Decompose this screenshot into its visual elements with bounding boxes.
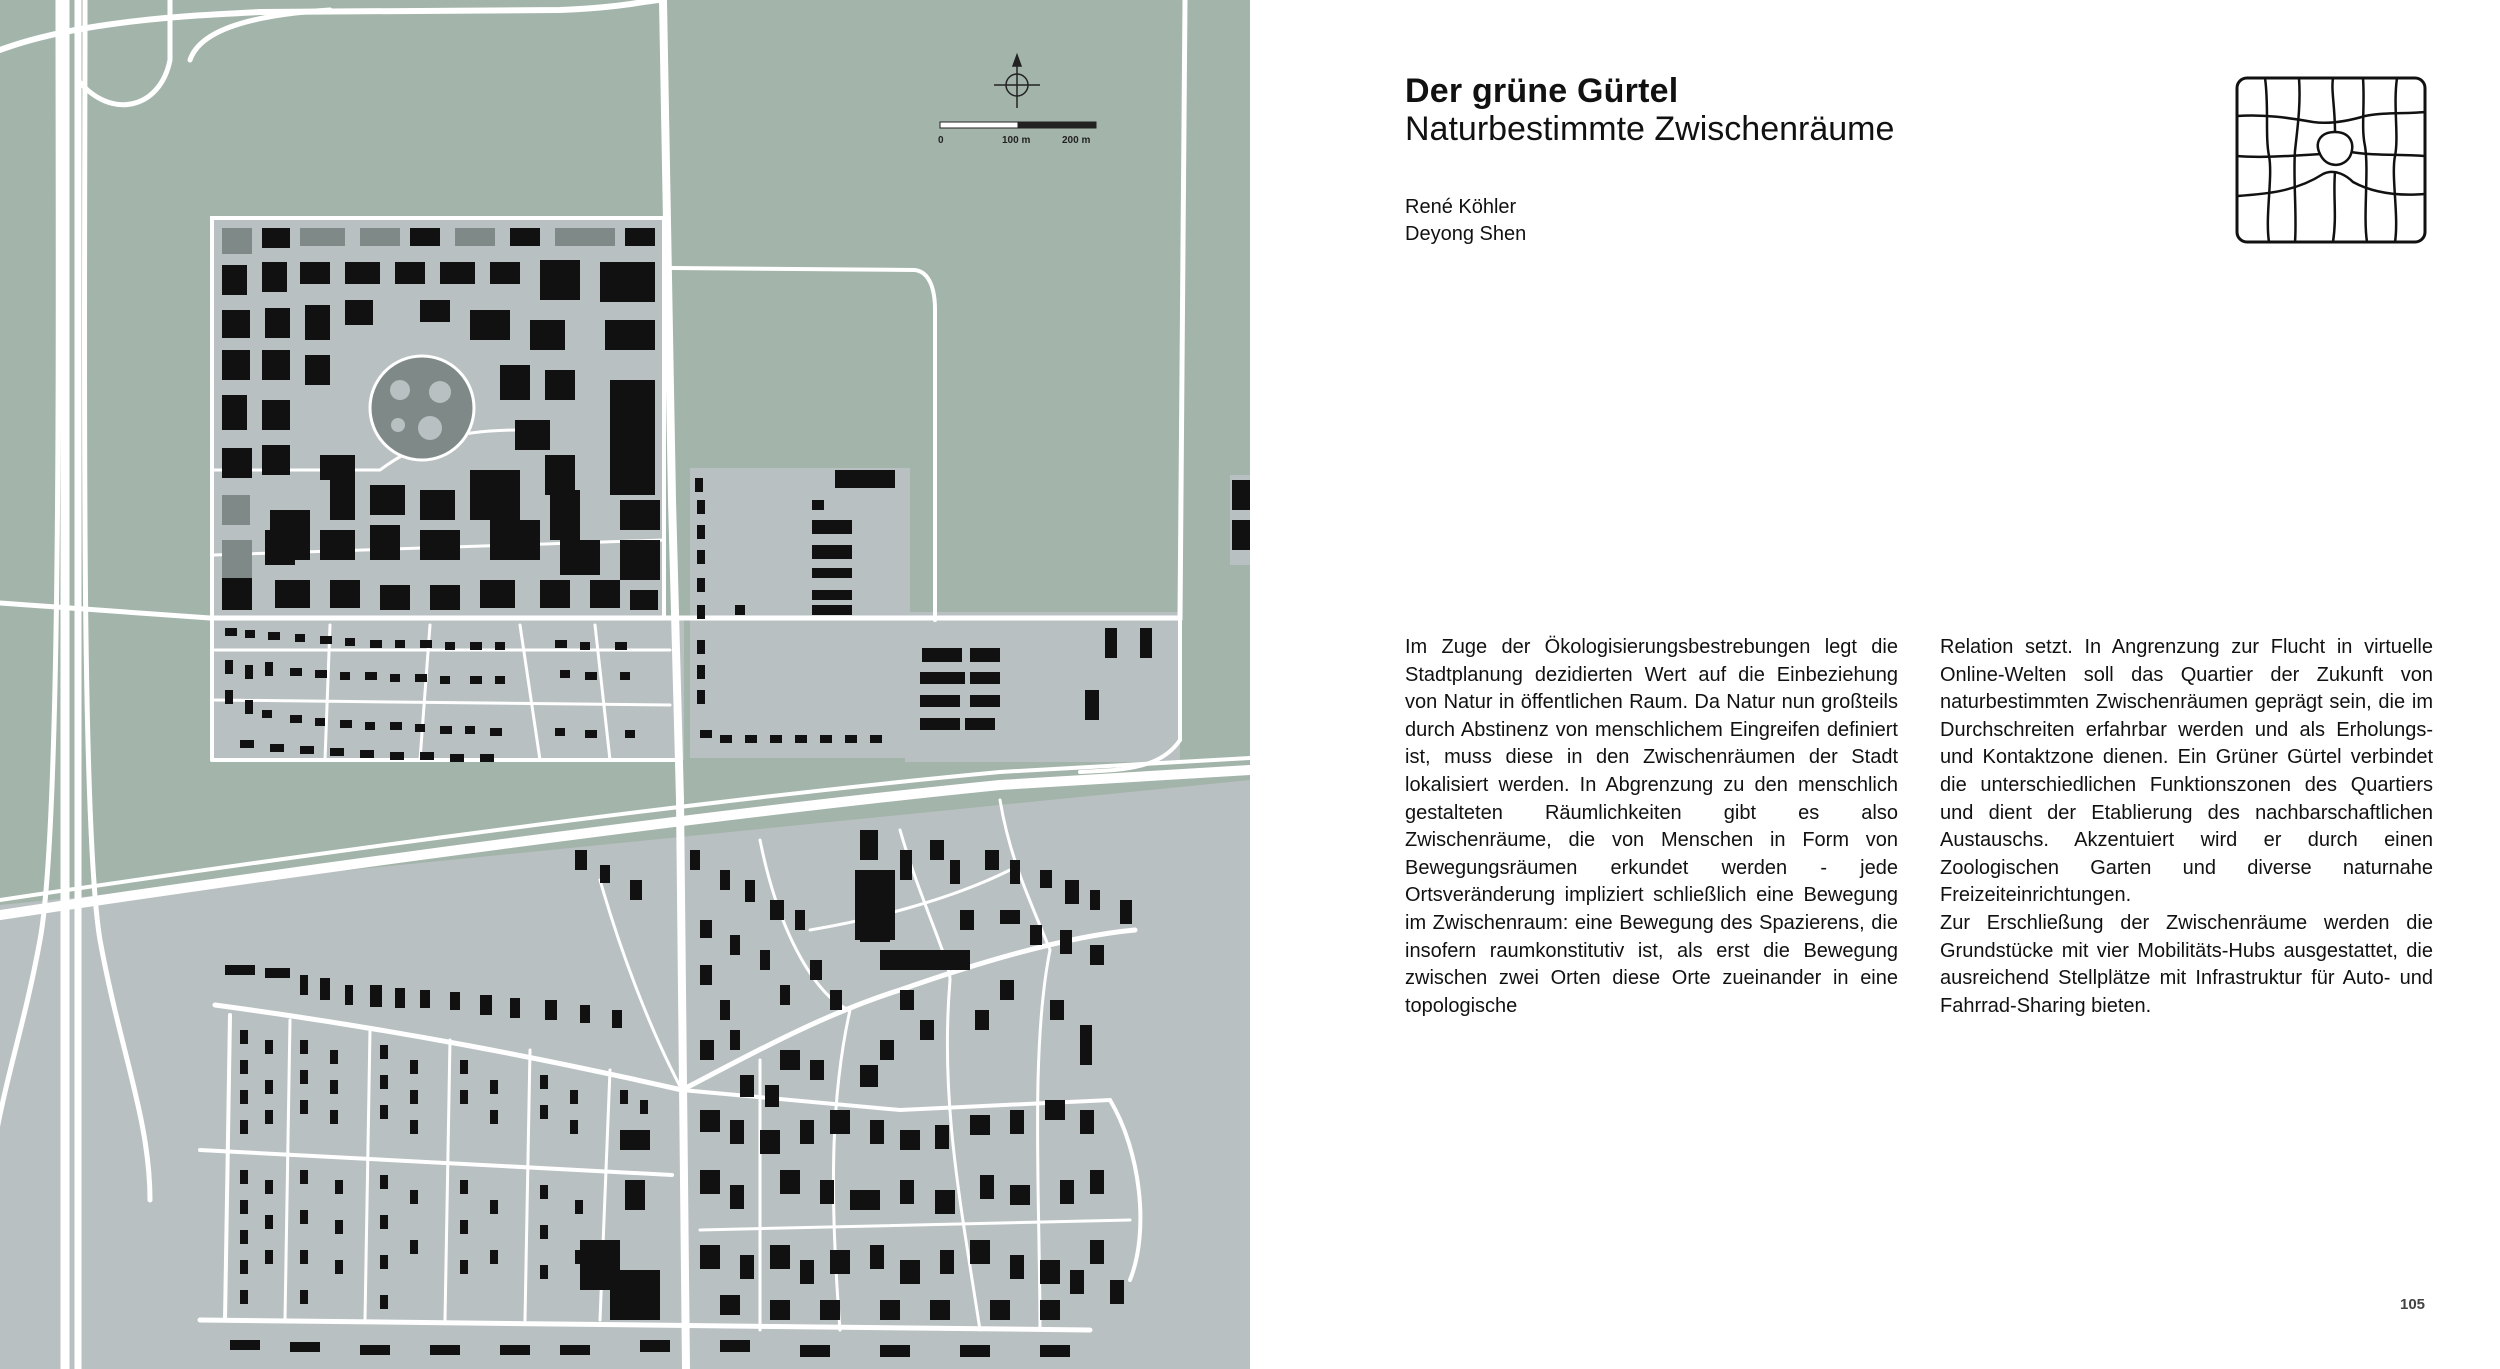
scale-label-200: 200 m <box>1062 135 1091 146</box>
article-title: Der grüne Gürtel <box>1405 72 1679 110</box>
page-number: 105 <box>2400 1296 2426 1313</box>
scale-label-100: 100 m <box>1002 135 1031 146</box>
body-text-column-left <box>1405 634 1898 1020</box>
body-paragraph: Zur Erschließung der Zwischenräume werden die Grundstücke mit vier Mobilitäts-Hubs ausgestattet, die ausreichend Stellplätze mit Infrastruktur für Auto- und Fahrrad-Sharing bieten. <box>1940 911 2433 1017</box>
author-name: René Köhler <box>1405 196 1517 218</box>
body-paragraph: Relation setzt. In Angrenzung zur Flucht in virtuelle Online-Welten soll das Quartier der Zukunft von naturbestimmten Zwischenräumen geprägt sein, die im Durchschreiten erfahrbar werden und als Erholungs- und Kontaktzone dienen. Ein Grüner Gürtel verbindet die unterschiedlichen Funktionszonen des Quartiers und dient der Etablierung des nachbarschaftlichen Austauschs. Akzentuiert wird er durch einen Zoologischen Garten und diverse naturnahe Freizeiteinrichtungen. <box>1940 636 2433 907</box>
body-paragraph: Im Zuge der Ökologisierungsbestrebungen legt die Stadtplanung dezidierten Wert auf die Einbeziehung von Natur in öffentlichen Raum. Da Natur nun großteils durch Abstinenz von menschlichem Eingreifen definiert ist, muss diese in den Zwischenräumen der Stadt lokalisiert werden. In Abgrenzung zu den menschlich gestalteten Räumlichkeiten gibt es also Zwischenräume, die von Menschen in Form von Bewegungsräumen erkundet werden - jede Ortsveränderung impliziert schließlich eine Bewegung im Zwischenraum: eine Bewegung des Spazierens, die insofern raumkonstitutiv ist, als erst die Bewegung zwischen zwei Orten diese Orte zueinander in eine topologische <box>1405 636 1898 1017</box>
scale-label-0: 0 <box>938 135 944 146</box>
body-text-column-right <box>1940 634 2433 1020</box>
text-page <box>1250 0 2500 1369</box>
article-subtitle: Naturbestimmte Zwischenräume <box>1405 110 1895 148</box>
author-name: Deyong Shen <box>1405 223 1527 245</box>
map-central-park <box>370 356 474 460</box>
diagram-logo-icon <box>2235 76 2427 244</box>
